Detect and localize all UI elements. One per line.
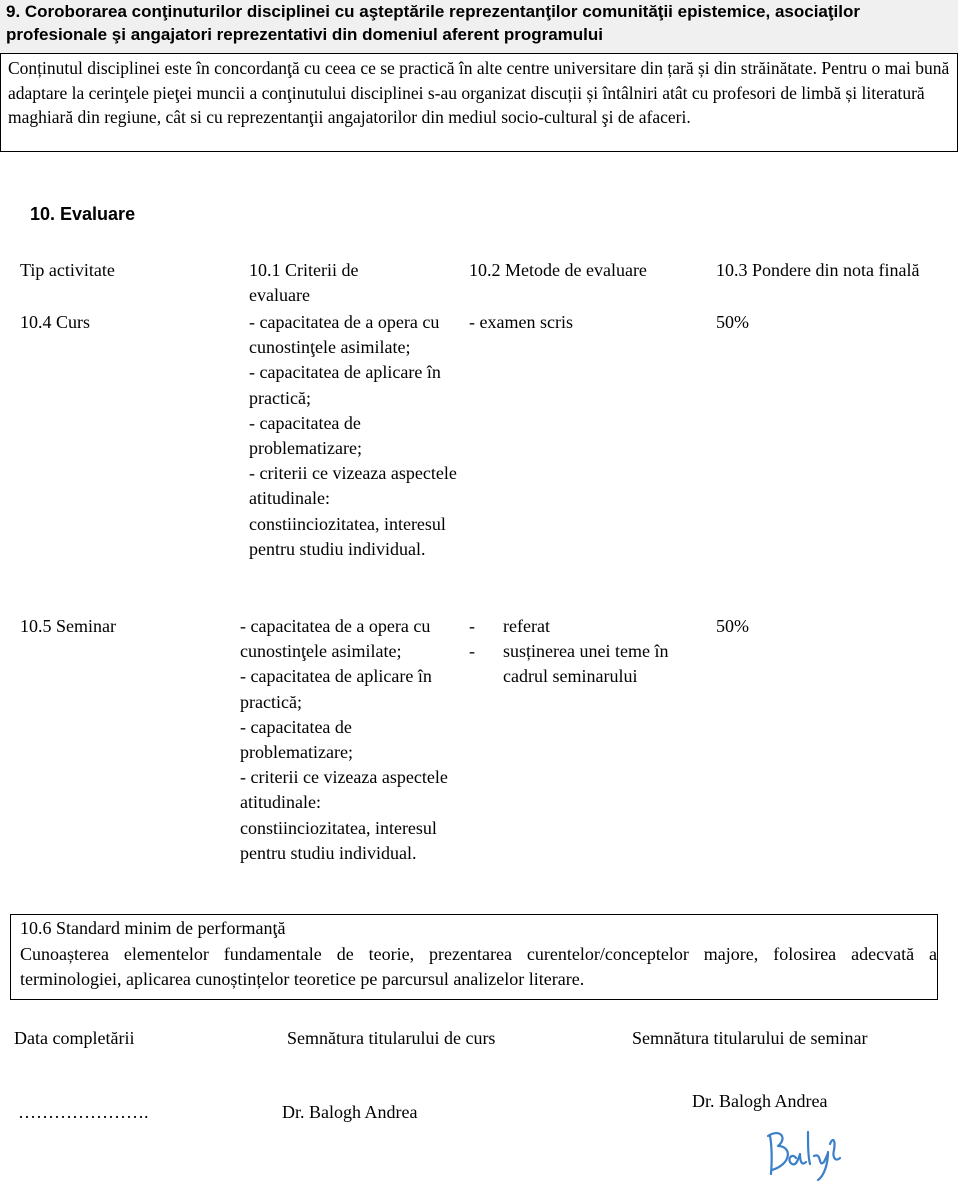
seminar-label: 10.5 Seminar [20,616,116,636]
seminar-weight: 50% [716,616,749,636]
seminar-signature-label: Semnătura titularului de seminar [632,1028,868,1048]
seminar-titular-name: Dr. Balogh Andrea [692,1091,828,1111]
standard-text: Cunoașterea elementelor fundamentale de teorie, prezentarea curentelor/conceptelor majore, folosirea adecvată a terminologiei, aplicarea cunoștințelor teoretice pe parcursul analizelor literare. [20,944,937,989]
header-methods: 10.2 Metode de evaluare [469,260,647,280]
date-label: Data completării [14,1028,135,1048]
course-weight: 50% [716,312,749,332]
header-weight: 10.3 Pondere din nota finală [716,260,920,280]
course-method: - examen scris [469,312,573,332]
standard-label: 10.6 Standard minim de performanţă [20,918,286,938]
seminar-criteria: - capacitatea de a opera cu cunostinţele asimilate; - capacitatea de aplicare în practică; - capacitatea de problematizare; - criterii ce vizeaza aspectele atitudinale: constiinciozitatea, interesul pentru studiu individual. [240,616,448,863]
list-item: - referat [465,614,705,639]
course-criteria: - capacitatea de a opera cu cunostinţele asimilate; - capacitatea de aplicare în practică; - capacitatea de problematizare; - criterii ce vizeaza aspectele atitudinale: constiinciozitatea, interesul pentru studiu individual. [249,312,457,559]
seminar-methods-list [465,614,705,690]
list-item: - susținerea unei teme în cadrul seminarului [465,639,705,689]
handwritten-signature [762,1124,842,1184]
course-label: 10.4 Curs [20,312,91,332]
header-activity: Tip activitate [20,260,115,280]
date-value: …………………. [18,1102,149,1122]
section-9-body: Conținutul disciplinei este în concordanţă cu ceea ce se practică în alte centre universitare din țară și din străinătate. Pentru o mai bună adaptare la cerinţele pieţei muncii a conţinutului disciplinei s-au organizat discuții și întâlniri atât cu profesori de limbă și literatură maghiară din regiune, cât si cu reprezentanţii angajatorilor din mediul socio-cultural şi de afaceri. [8,58,950,127]
section-10-heading: 10. Evaluare [30,204,136,224]
section-9-title: 9. Coroborarea conţinuturilor disciplinei cu aşteptările reprezentanţilor comunităţii epistemice, asociaţilor profesionale şi angajatori reprezentativi din domeniul aferent programului [0,0,958,54]
course-signature-label: Semnătura titularului de curs [287,1028,496,1048]
header-criteria: 10.1 Criterii de evaluare [249,260,359,305]
course-titular-name: Dr. Balogh Andrea [282,1102,418,1122]
